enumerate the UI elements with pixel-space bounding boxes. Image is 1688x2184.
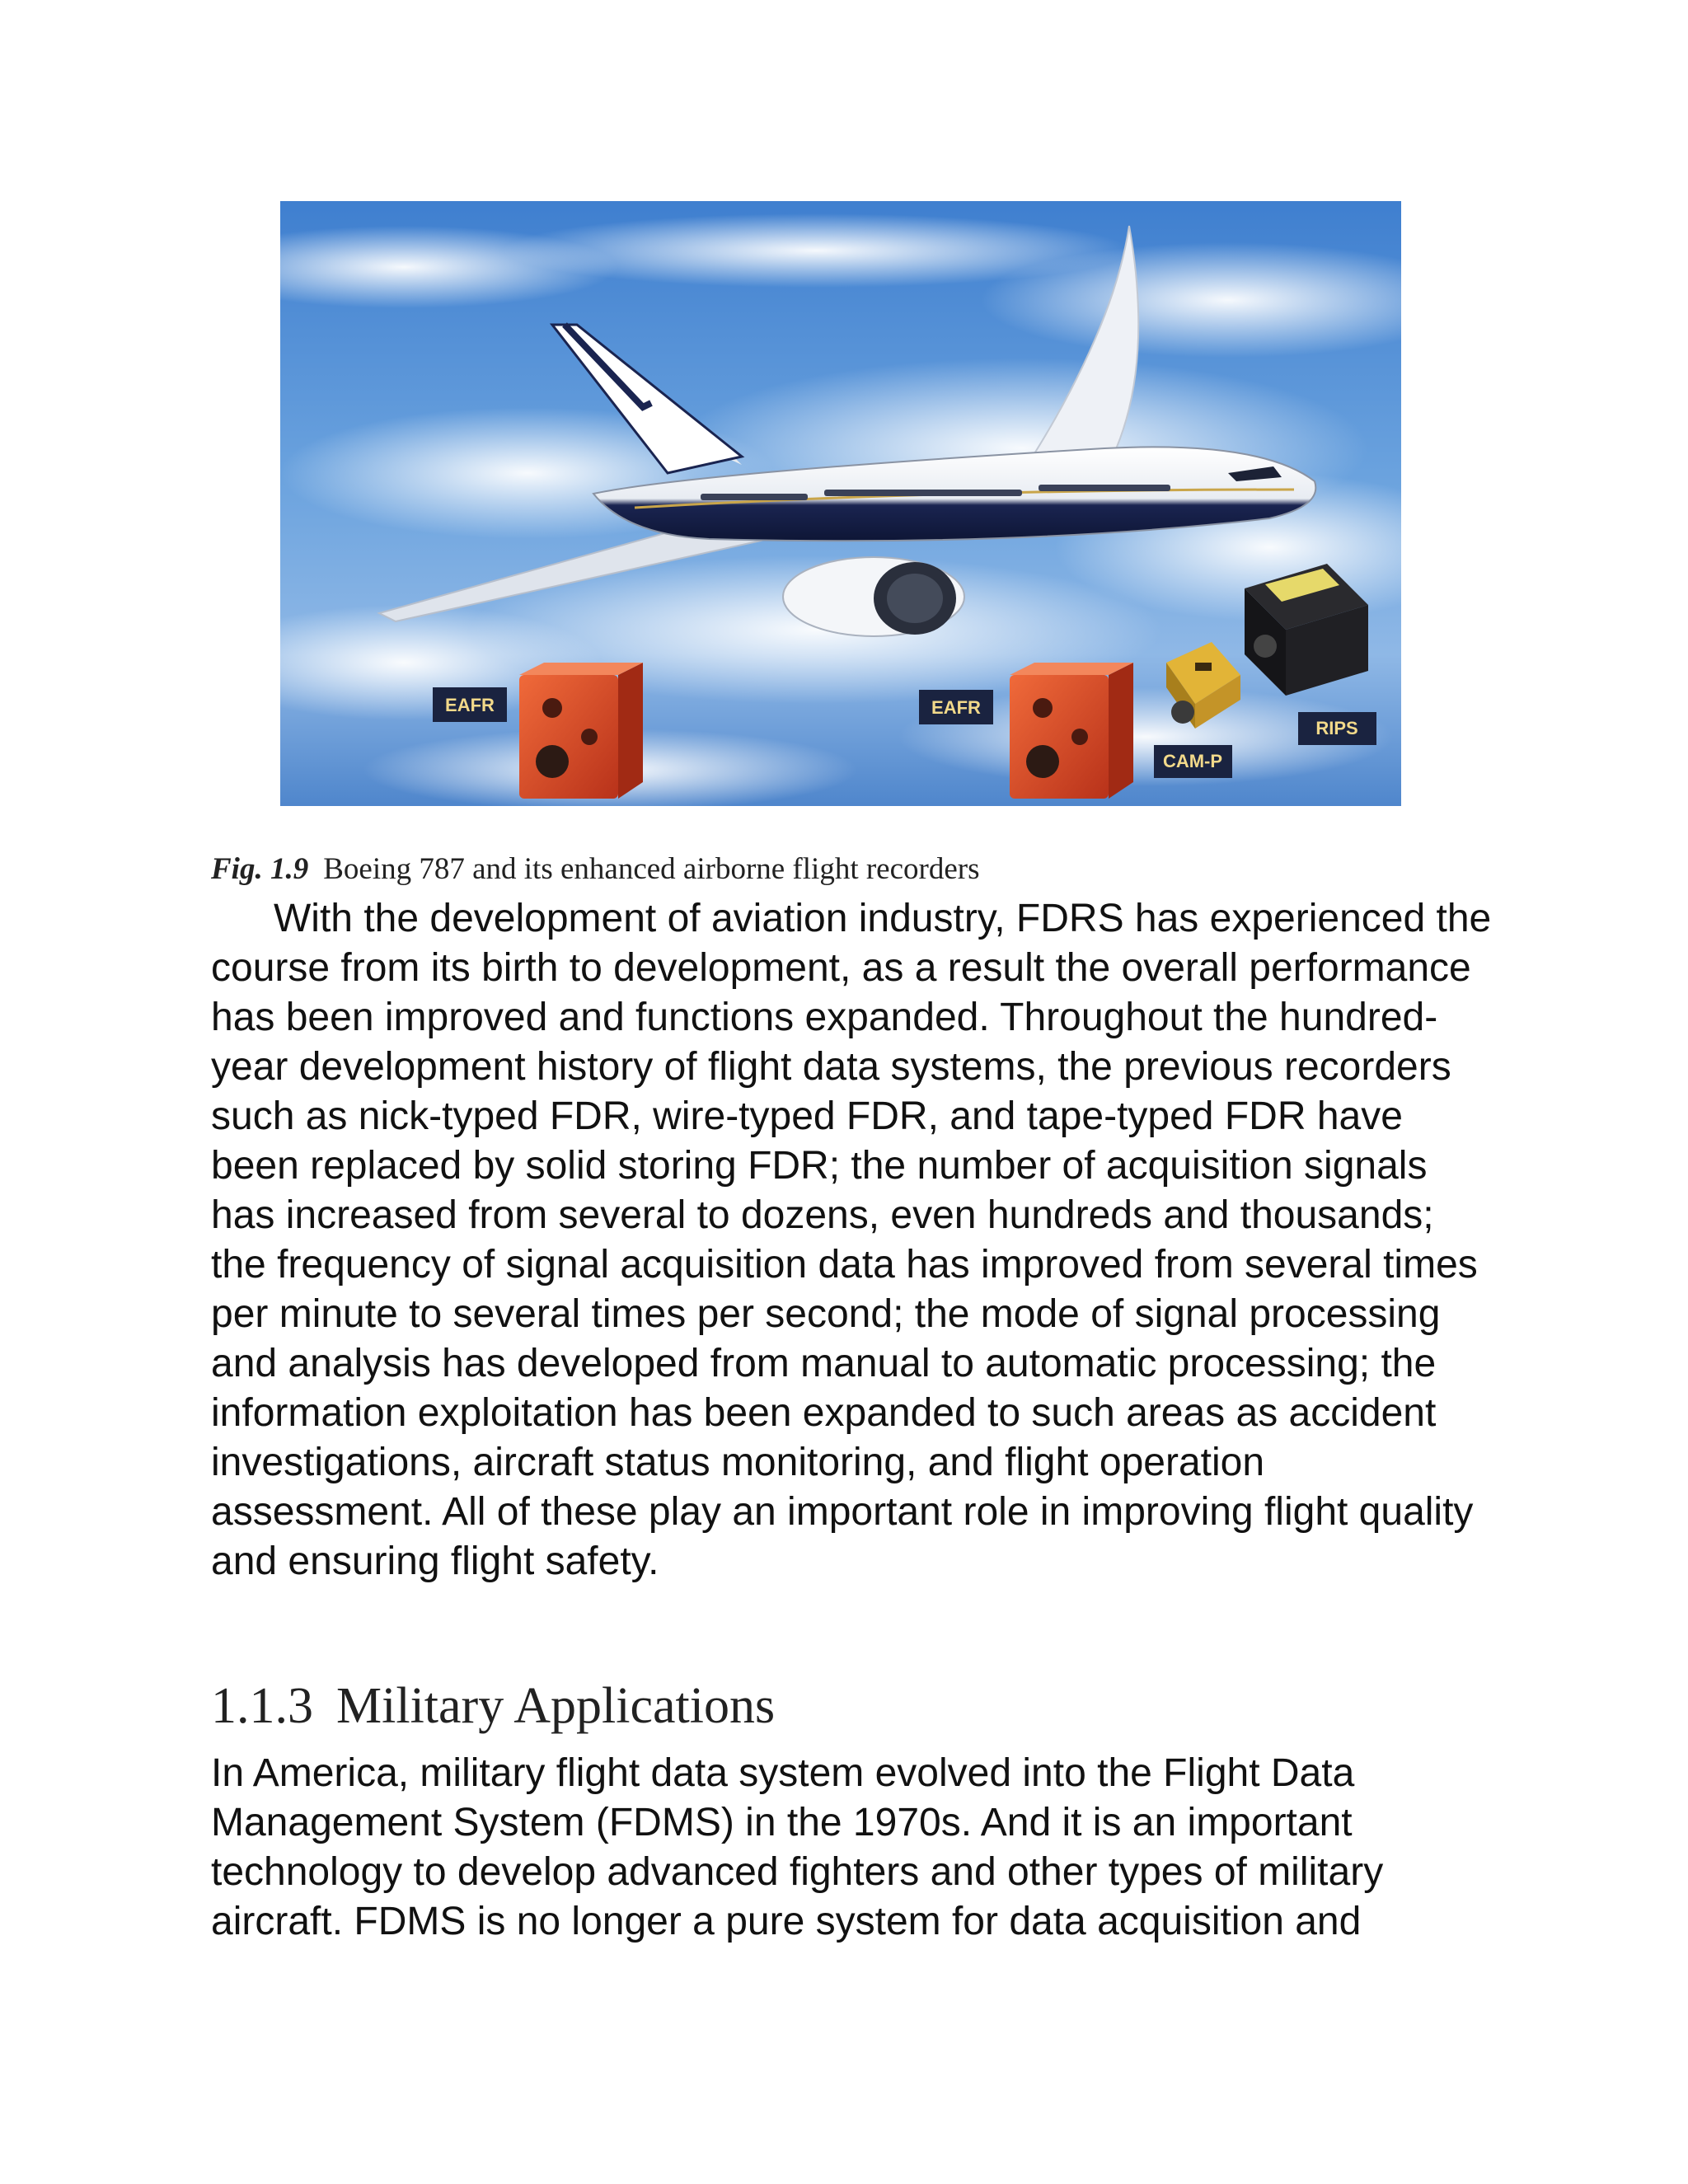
engine <box>783 557 964 636</box>
body-paragraph-2: In America, military flight data system evolved into the Flight Data Management System (FDMS) in the 1970s. And it is an important technology to develop advanced fighters and other types of military aircraft. FDMS is no longer a pure system for data acquisition and <box>211 1751 1384 1943</box>
eafr-left-recorder <box>519 663 643 799</box>
figure-number: Fig. 1.9 <box>211 852 309 886</box>
svg-text:RIPS: RIPS <box>1315 718 1358 738</box>
eafr-left-label <box>433 687 507 722</box>
body-paragraph-1: With the development of aviation industry, FDRS has experienced the course from its birth to development, as a result the overall performance has been improved and functions expanded. Throughout the hundred-year development history of flight data systems, the previous recorders such as nick-typed FDR, wire-typed FDR, and tape-typed FDR have been replaced by solid storing FDR; the number of acquisition signals has increased from several to dozens, even hundreds and thousands; the frequency of signal acquisition data has improved from several times per minute to several times per second; the mode of signal processing and analysis has developed from manual to automatic processing; the information exploitation has been expanded to such areas as accident investigations, aircraft status monitoring, and flight operation assessment. All of these play an important role in improving flight quality and ensuring flight safety. <box>211 897 1492 1583</box>
aircraft-illustration <box>280 201 1401 806</box>
svg-text:EAFR: EAFR <box>445 695 495 715</box>
svg-text:EAFR: EAFR <box>931 697 981 718</box>
section-heading <box>211 1677 775 1736</box>
svg-text:CAM-P: CAM-P <box>1162 751 1223 771</box>
figure-caption <box>211 851 979 887</box>
section-number: 1.1.3 <box>211 1678 313 1734</box>
section-title: Military Applications <box>336 1678 776 1734</box>
cam-p-label <box>1154 745 1232 778</box>
figure-boeing-787 <box>280 201 1401 806</box>
eafr-right-label <box>919 690 993 724</box>
rips-label <box>1298 712 1376 745</box>
figure-caption-text: Boeing 787 and its enhanced airborne flight recorders <box>323 852 980 886</box>
eafr-right-recorder <box>1010 663 1133 799</box>
